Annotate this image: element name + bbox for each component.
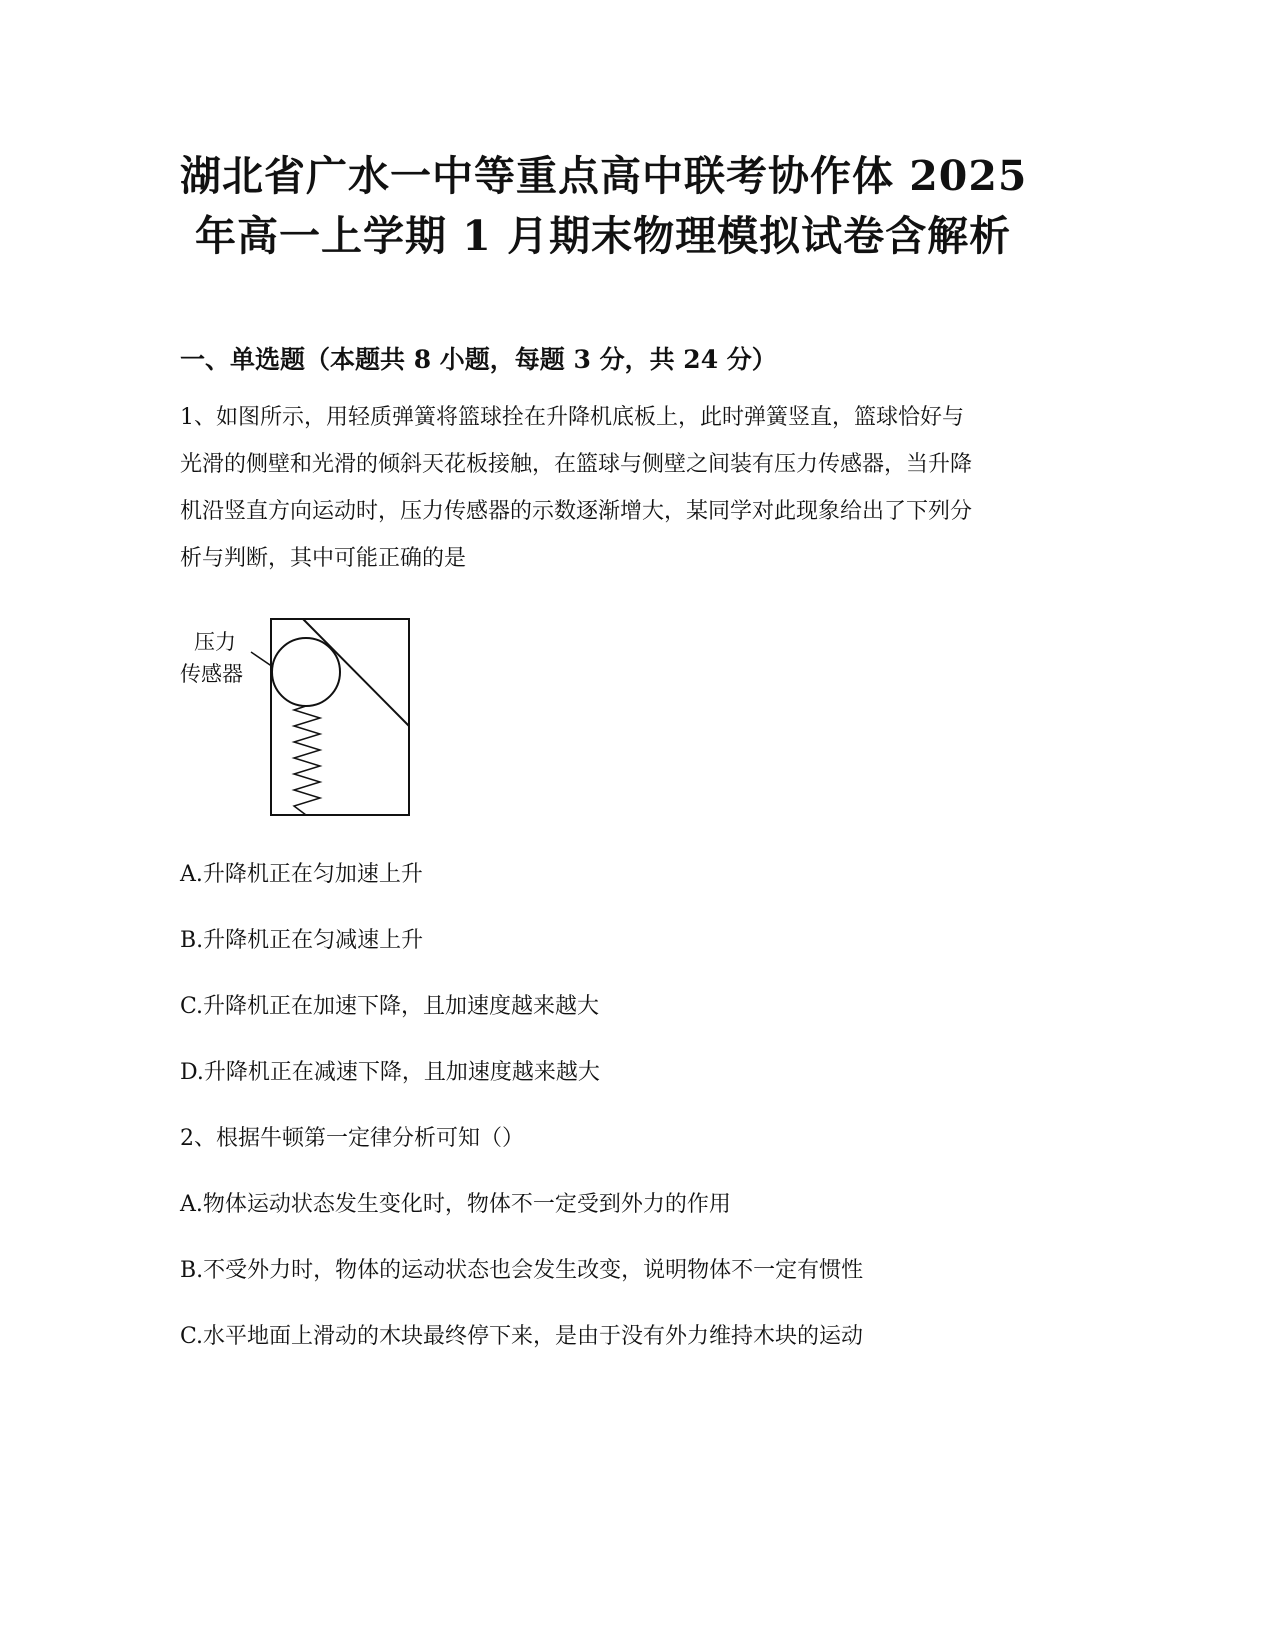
title-line-2: 年高一上学期 1 月期末物理模拟试卷含解析 — [195, 212, 1012, 260]
sensor-label-line-2: 传感器 — [180, 662, 243, 686]
question-1-stem-line: 1、如图所示，用轻质弹簧将篮球拴在升降机底板上，此时弹簧竖直，篮球恰好与 — [180, 405, 964, 430]
spring — [294, 706, 320, 815]
question-1-stem-line: 机沿竖直方向运动时，压力传感器的示数逐渐增大，某同学对此现象给出了下列分 — [180, 499, 973, 524]
document-title — [180, 146, 1080, 266]
q1-option-a: A.升降机正在匀加速上升 — [180, 862, 423, 887]
elevator-figure — [176, 612, 416, 822]
title-line-1: 湖北省广水一中等重点高中联考协作体 2025 — [180, 152, 1028, 200]
q1-option-b: B.升降机正在匀减速上升 — [180, 928, 424, 953]
question-1-stem — [180, 394, 1060, 582]
q1-option-c: C.升降机正在加速下降，且加速度越来越大 — [180, 994, 600, 1019]
q1-option-d: D.升降机正在减速下降，且加速度越来越大 — [180, 1060, 600, 1085]
question-2-stem: 2、根据牛顿第一定律分析可知（） — [180, 1126, 524, 1151]
q2-option-b: B.不受外力时，物体的运动状态也会发生改变，说明物体不一定有惯性 — [180, 1258, 864, 1283]
q2-option-a: A.物体运动状态发生变化时，物体不一定受到外力的作用 — [180, 1192, 731, 1217]
q2-option-c: C.水平地面上滑动的木块最终停下来，是由于没有外力维持木块的运动 — [180, 1324, 864, 1349]
section-heading-single-choice: 一、单选题（本题共 8 小题，每题 3 分，共 24 分） — [180, 345, 777, 374]
question-1-stem-line: 析与判断，其中可能正确的是 — [180, 546, 467, 571]
sensor-label-line-1: 压力 — [194, 630, 236, 654]
sensor-pointer — [251, 652, 273, 667]
basketball — [272, 638, 340, 706]
question-1-stem-line: 光滑的侧壁和光滑的倾斜天花板接触，在篮球与侧壁之间装有压力传感器，当升降 — [180, 452, 973, 477]
